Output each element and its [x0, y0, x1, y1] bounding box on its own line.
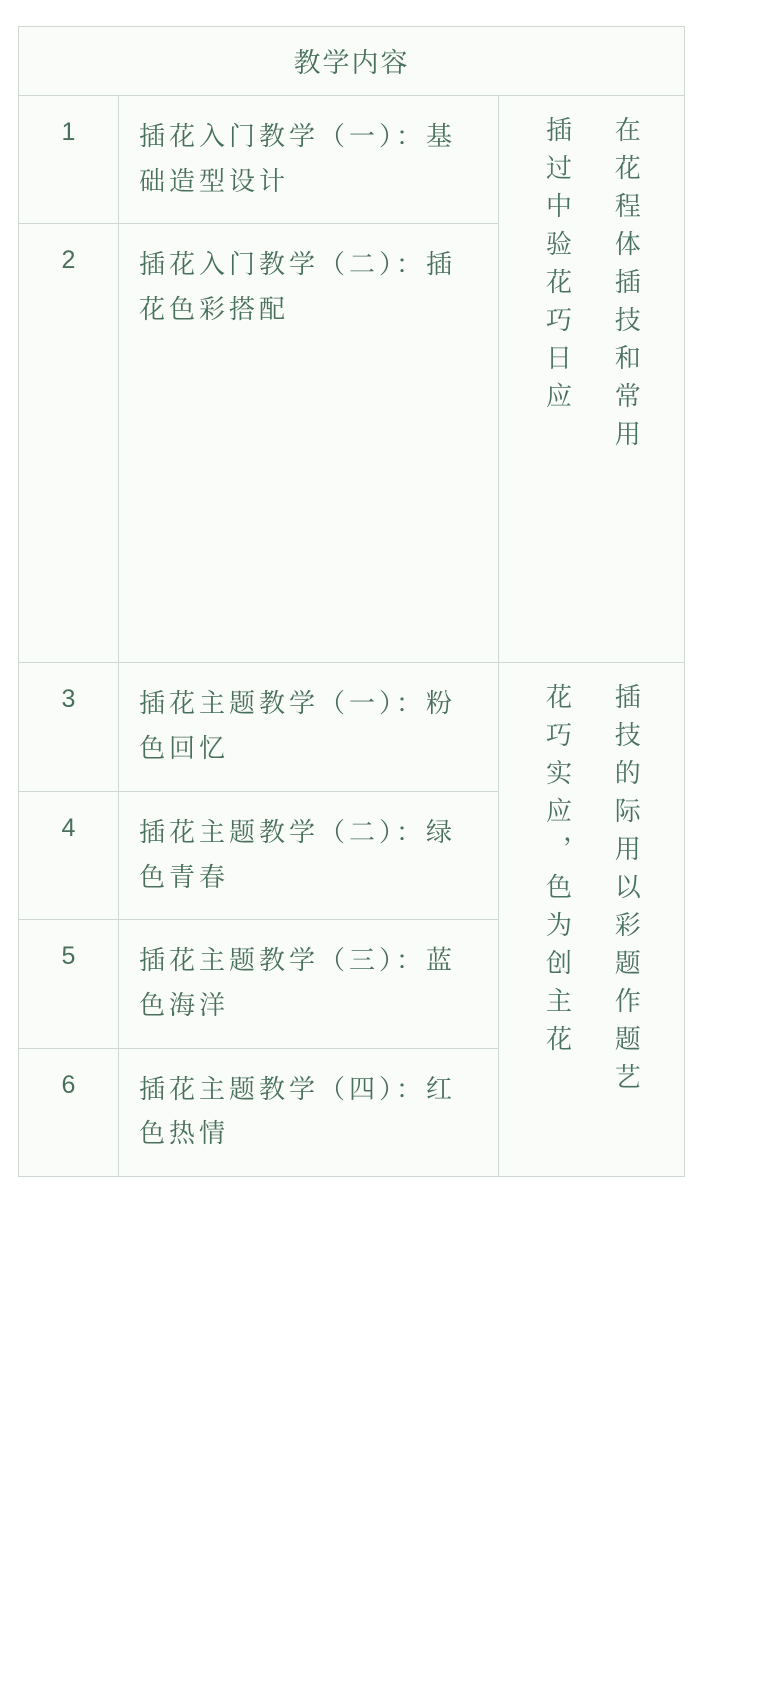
note-column-1: 在花程体插技和常用	[611, 116, 642, 458]
table-row	[19, 96, 685, 224]
note-cell	[499, 96, 685, 663]
row-title: 插花主题教学（二）：绿色青春	[119, 791, 499, 919]
row-title: 插花主题教学（三）：蓝色海洋	[119, 920, 499, 1048]
table-header-row	[19, 27, 685, 96]
course-table-container	[18, 26, 684, 1177]
note-vertical-columns	[499, 683, 684, 1101]
note-cell	[499, 663, 685, 1177]
note-column-2: 花巧实应，色为创主花	[542, 683, 573, 1064]
note-column-1: 插技的际用以彩题作题艺	[611, 683, 642, 1102]
row-number: 2	[19, 224, 119, 663]
table-header-title: 教学内容	[19, 27, 685, 96]
note-column-2: 插过中验花巧日应	[542, 116, 573, 420]
table-row	[19, 663, 685, 791]
row-title: 插花主题教学（四）：红色热情	[119, 1048, 499, 1176]
row-number: 3	[19, 663, 119, 791]
row-title: 插花入门教学（二）：插花色彩搭配	[119, 224, 499, 663]
row-title: 插花主题教学（一）：粉色回忆	[119, 663, 499, 791]
row-number: 1	[19, 96, 119, 224]
note-vertical-columns	[499, 116, 684, 458]
row-number: 5	[19, 920, 119, 1048]
course-table	[18, 26, 685, 1177]
row-title: 插花入门教学（一）：基础造型设计	[119, 96, 499, 224]
row-number: 6	[19, 1048, 119, 1176]
row-number: 4	[19, 791, 119, 919]
